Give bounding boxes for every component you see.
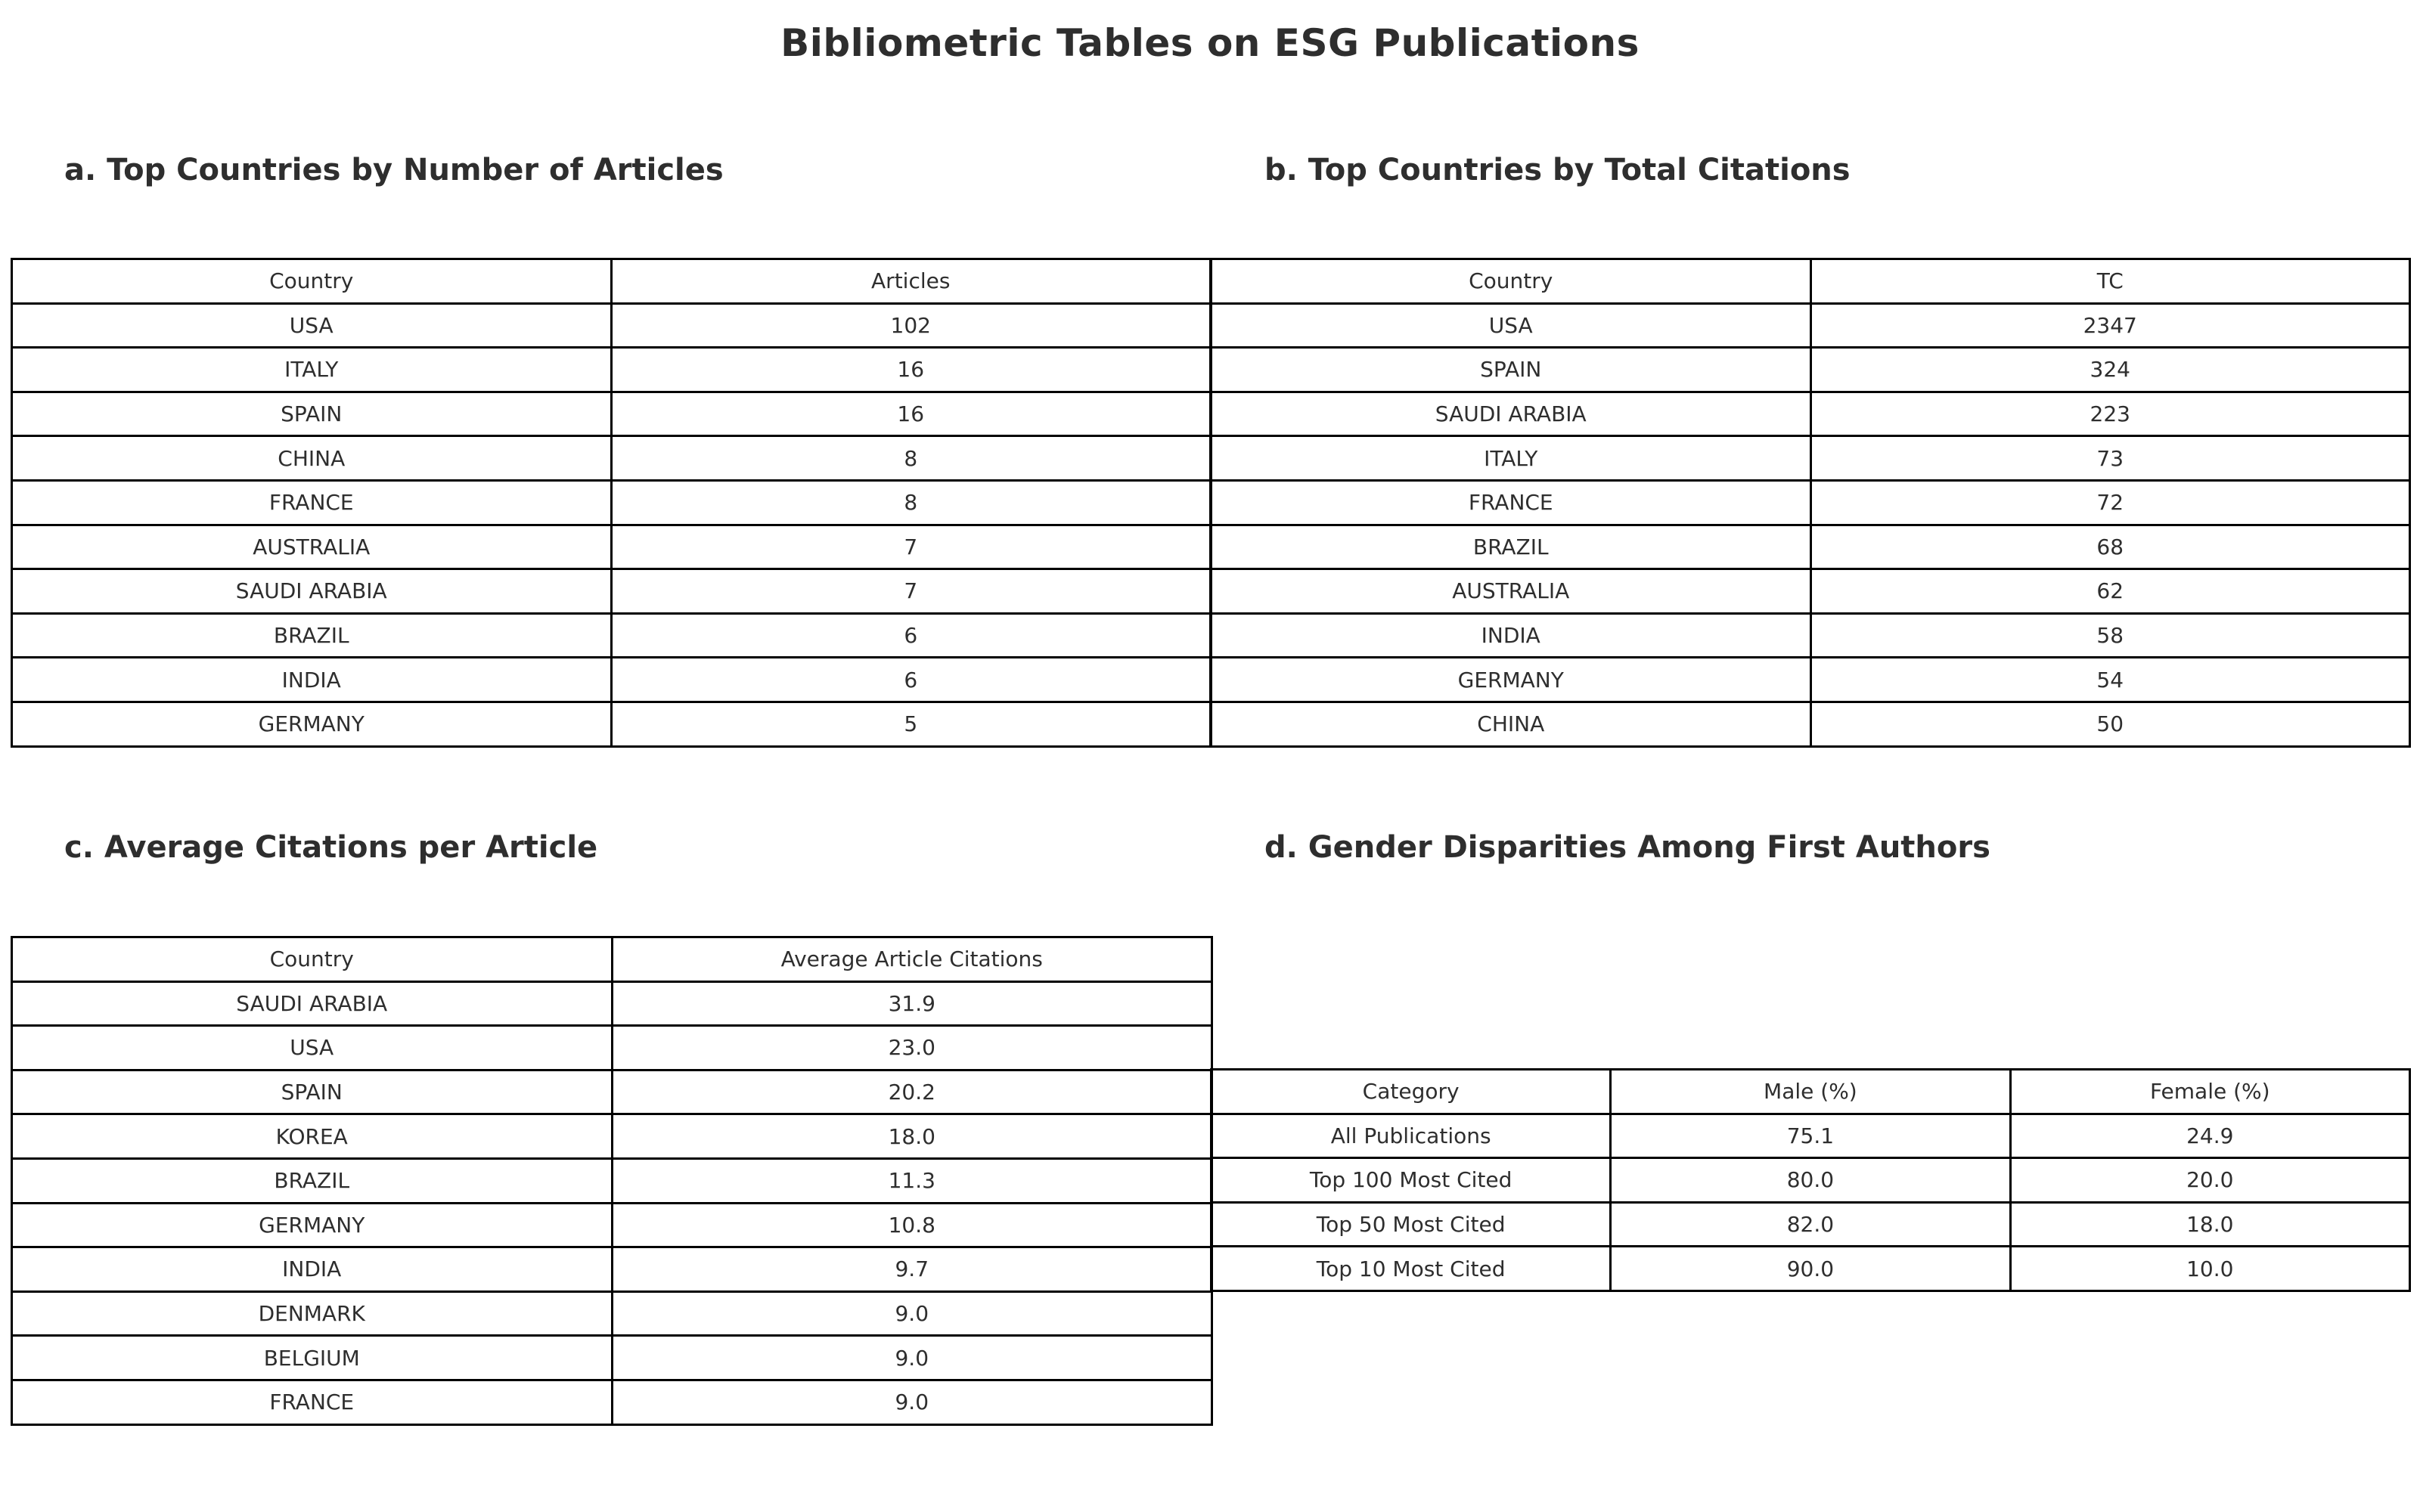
table-row <box>12 525 1211 569</box>
table-row <box>12 1380 1212 1424</box>
column-header: Country <box>12 937 613 982</box>
table-cell: GERMANY <box>12 702 612 746</box>
table-row <box>12 480 1211 525</box>
table-cell: 72 <box>1810 480 2410 525</box>
table-row <box>12 1291 1212 1336</box>
table-cell: BRAZIL <box>12 1158 613 1203</box>
table-cell: 16 <box>611 392 1211 436</box>
column-header: Male (%) <box>1611 1070 2010 1114</box>
table-row <box>12 1114 1212 1159</box>
table-cell: 8 <box>611 436 1211 481</box>
column-header: Country <box>12 259 612 304</box>
column-header: Articles <box>611 259 1211 304</box>
table-cell: BELGIUM <box>12 1336 613 1380</box>
table-cell: FRANCE <box>12 1380 613 1424</box>
table-cell: GERMANY <box>1212 658 1811 702</box>
table-row <box>1212 658 2410 702</box>
table-cell: 20.0 <box>2010 1158 2409 1203</box>
table-row <box>1212 392 2410 436</box>
table-cell: 2347 <box>1810 303 2410 348</box>
table-row <box>12 392 1211 436</box>
table-cell: 7 <box>611 525 1211 569</box>
table-cell: CHINA <box>12 436 612 481</box>
table-average-citations <box>11 936 1213 1426</box>
table-cell: 16 <box>611 348 1211 392</box>
table-row <box>12 1336 1212 1380</box>
table-cell: INDIA <box>12 1247 613 1292</box>
table-row <box>1212 348 2410 392</box>
table-cell: 6 <box>611 613 1211 658</box>
column-header: Category <box>1212 1070 1611 1114</box>
panel-a-title: a. Top Countries by Number of Articles <box>64 153 724 187</box>
table-cell: 18.0 <box>612 1114 1212 1159</box>
table-cell: 9.0 <box>612 1380 1212 1424</box>
table-row <box>12 1203 1212 1247</box>
table-cell: 5 <box>611 702 1211 746</box>
table-row <box>1212 1114 2410 1158</box>
table-cell: INDIA <box>12 658 612 702</box>
table-cell: FRANCE <box>1212 480 1811 525</box>
table-cell: 50 <box>1810 702 2410 746</box>
table-row <box>12 981 1212 1026</box>
table-row <box>1212 702 2410 746</box>
panel-c-title: c. Average Citations per Article <box>64 830 598 865</box>
table-cell: 102 <box>611 303 1211 348</box>
table-cell: 20.2 <box>612 1070 1212 1114</box>
table-row <box>12 569 1211 614</box>
table-cell: SAUDI ARABIA <box>12 981 613 1026</box>
table-cell: FRANCE <box>12 480 612 525</box>
table-cell: 82.0 <box>1611 1202 2010 1247</box>
panel-b-title: b. Top Countries by Total Citations <box>1264 153 1851 187</box>
table-cell: USA <box>1212 303 1811 348</box>
table-cell: 11.3 <box>612 1158 1212 1203</box>
table-cell: 6 <box>611 658 1211 702</box>
table-cell: 223 <box>1810 392 2410 436</box>
column-header: Average Article Citations <box>612 937 1212 982</box>
table-row <box>12 1247 1212 1292</box>
table-cell: SAUDI ARABIA <box>1212 392 1811 436</box>
column-header: TC <box>1810 259 2410 304</box>
table-row <box>1212 1158 2410 1203</box>
table-header-row <box>12 259 1211 304</box>
table-cell: BRAZIL <box>12 613 612 658</box>
table-row <box>1212 1202 2410 1247</box>
table-row <box>12 613 1211 658</box>
table-cell: 10.8 <box>612 1203 1212 1247</box>
table-row <box>12 1158 1212 1203</box>
table-cell: Top 10 Most Cited <box>1212 1247 1611 1291</box>
table-cell: AUSTRALIA <box>1212 569 1811 614</box>
table-cell: 62 <box>1810 569 2410 614</box>
table-cell: 324 <box>1810 348 2410 392</box>
table-row <box>1212 480 2410 525</box>
table-cell: USA <box>12 303 612 348</box>
table-cell: 80.0 <box>1611 1158 2010 1203</box>
table-header-row <box>1212 259 2410 304</box>
table-cell: All Publications <box>1212 1114 1611 1158</box>
table-cell: 18.0 <box>2010 1202 2409 1247</box>
table-row <box>12 348 1211 392</box>
column-header: Female (%) <box>2010 1070 2409 1114</box>
table-row <box>12 702 1211 746</box>
table-cell: ITALY <box>1212 436 1811 481</box>
table-cell: 8 <box>611 480 1211 525</box>
table-cell: 7 <box>611 569 1211 614</box>
table-cell: CHINA <box>1212 702 1811 746</box>
table-row <box>1212 1247 2410 1291</box>
table-cell: DENMARK <box>12 1291 613 1336</box>
table-cell: 58 <box>1810 613 2410 658</box>
table-cell: USA <box>12 1026 613 1070</box>
table-cell: SAUDI ARABIA <box>12 569 612 614</box>
table-cell: BRAZIL <box>1212 525 1811 569</box>
table-cell: 23.0 <box>612 1026 1212 1070</box>
table-header-row <box>12 937 1212 982</box>
table-cell: SPAIN <box>1212 348 1811 392</box>
table-gender-disparities <box>1210 1068 2411 1292</box>
table-row <box>1212 569 2410 614</box>
panel-d-title: d. Gender Disparities Among First Authors <box>1264 830 1990 865</box>
table-cell: SPAIN <box>12 1070 613 1114</box>
table-cell: 54 <box>1810 658 2410 702</box>
table-row <box>12 436 1211 481</box>
table-countries-by-citations <box>1210 258 2411 748</box>
table-row <box>1212 525 2410 569</box>
table-cell: 24.9 <box>2010 1114 2409 1158</box>
table-row <box>12 303 1211 348</box>
table-cell: KOREA <box>12 1114 613 1159</box>
table-cell: 9.7 <box>612 1247 1212 1292</box>
table-cell: SPAIN <box>12 392 612 436</box>
page-title: Bibliometric Tables on ESG Publications <box>780 21 1640 65</box>
table-cell: Top 50 Most Cited <box>1212 1202 1611 1247</box>
column-header: Country <box>1212 259 1811 304</box>
table-cell: 9.0 <box>612 1291 1212 1336</box>
table-cell: 68 <box>1810 525 2410 569</box>
table-cell: 10.0 <box>2010 1247 2409 1291</box>
table-cell: INDIA <box>1212 613 1811 658</box>
table-cell: 90.0 <box>1611 1247 2010 1291</box>
table-row <box>1212 303 2410 348</box>
table-row <box>1212 436 2410 481</box>
table-row <box>12 1026 1212 1070</box>
table-cell: 9.0 <box>612 1336 1212 1380</box>
table-cell: Top 100 Most Cited <box>1212 1158 1611 1203</box>
table-row <box>12 1070 1212 1114</box>
table-cell: ITALY <box>12 348 612 392</box>
table-row <box>1212 613 2410 658</box>
table-cell: 73 <box>1810 436 2410 481</box>
table-countries-by-articles <box>11 258 1212 748</box>
table-cell: AUSTRALIA <box>12 525 612 569</box>
table-header-row <box>1212 1070 2410 1114</box>
table-cell: 31.9 <box>612 981 1212 1026</box>
table-cell: 75.1 <box>1611 1114 2010 1158</box>
table-row <box>12 658 1211 702</box>
table-cell: GERMANY <box>12 1203 613 1247</box>
